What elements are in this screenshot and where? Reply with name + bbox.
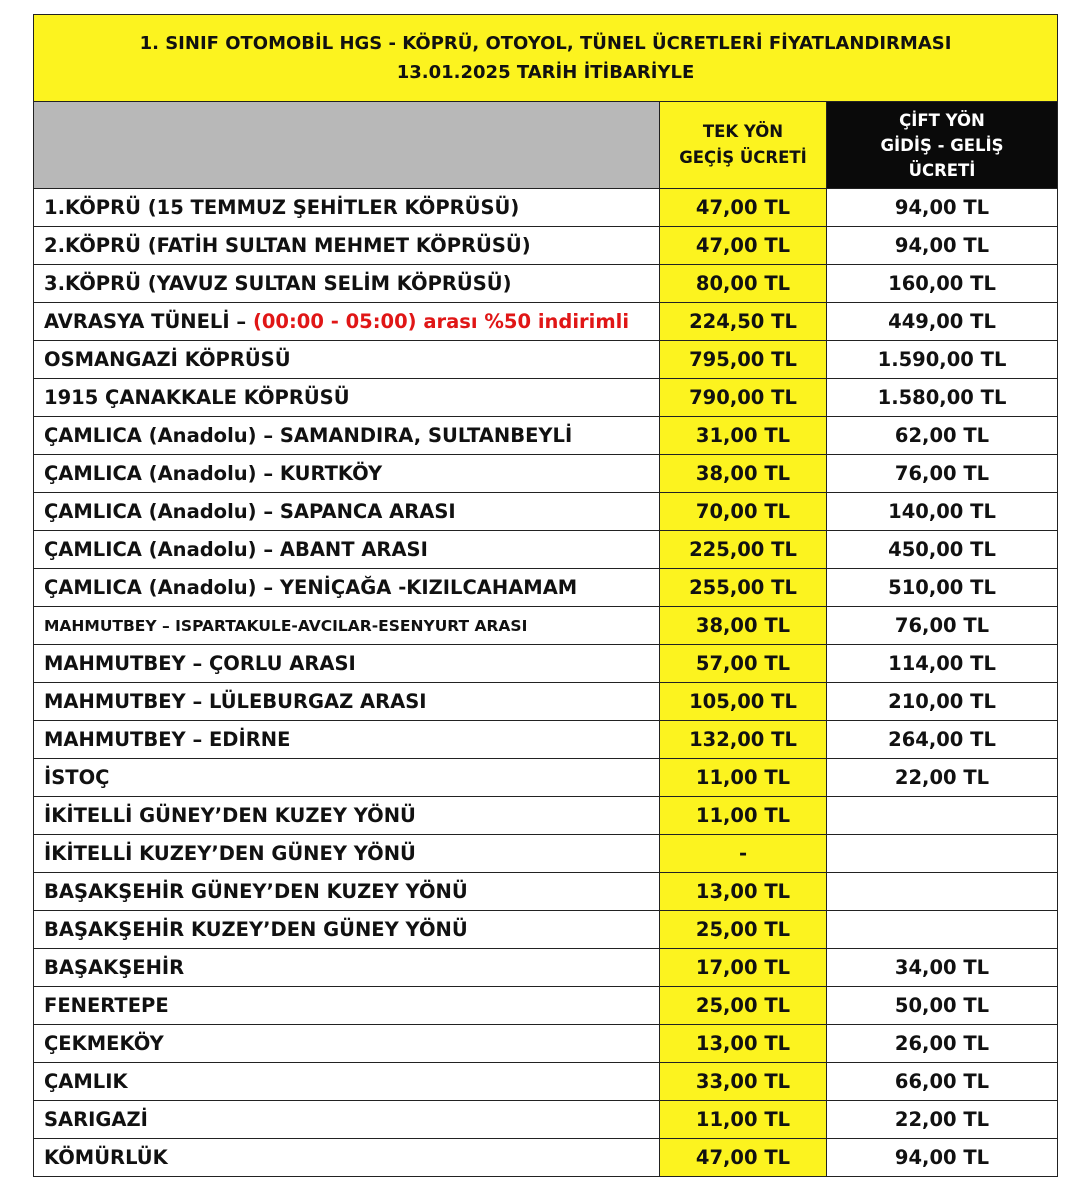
table-row xyxy=(34,417,1058,455)
table-row xyxy=(34,1139,1058,1177)
round-trip-price: 264,00 TL xyxy=(827,721,1058,759)
title-line-2: 13.01.2025 TARİH İTİBARİYLE xyxy=(396,62,695,83)
round-trip-price: 1.580,00 TL xyxy=(827,379,1058,417)
one-way-price: 105,00 TL xyxy=(660,683,827,721)
one-way-price: 790,00 TL xyxy=(660,379,827,417)
route-name: OSMANGAZİ KÖPRÜSÜ xyxy=(44,348,291,371)
route-name-cell xyxy=(34,303,660,341)
header-blank-cell xyxy=(34,102,660,189)
route-name-cell xyxy=(34,1063,660,1101)
route-name: FENERTEPE xyxy=(44,994,169,1017)
round-trip-price: 94,00 TL xyxy=(827,227,1058,265)
route-name-cell xyxy=(34,759,660,797)
round-trip-price xyxy=(827,911,1058,949)
route-name: ÇAMLICA (Anadolu) – ABANT ARASI xyxy=(44,538,428,561)
route-name: MAHMUTBEY – EDİRNE xyxy=(44,728,291,751)
one-way-price: 13,00 TL xyxy=(660,873,827,911)
one-way-price: 11,00 TL xyxy=(660,797,827,835)
round-trip-price: 1.590,00 TL xyxy=(827,341,1058,379)
table-row xyxy=(34,189,1058,227)
route-name-cell xyxy=(34,1101,660,1139)
route-name: İKİTELLİ GÜNEY’DEN KUZEY YÖNÜ xyxy=(44,804,416,827)
route-name: ÇAMLICA (Anadolu) – KURTKÖY xyxy=(44,462,383,485)
one-way-price: 25,00 TL xyxy=(660,987,827,1025)
route-name: BAŞAKŞEHİR GÜNEY’DEN KUZEY YÖNÜ xyxy=(44,880,468,903)
one-way-price: 47,00 TL xyxy=(660,189,827,227)
title-line-1: 1. SINIF OTOMOBİL HGS - KÖPRÜ, OTOYOL, TÜNEL ÜCRETLERİ FİYATLANDIRMASI xyxy=(139,33,952,54)
round-trip-price: 449,00 TL xyxy=(827,303,1058,341)
table-row xyxy=(34,797,1058,835)
table-row xyxy=(34,873,1058,911)
round-trip-price: 76,00 TL xyxy=(827,455,1058,493)
one-way-price: 47,00 TL xyxy=(660,1139,827,1177)
table-row xyxy=(34,645,1058,683)
route-name-cell xyxy=(34,1025,660,1063)
route-name: MAHMUTBEY – ÇORLU ARASI xyxy=(44,652,356,675)
route-name: 2.KÖPRÜ (FATİH SULTAN MEHMET KÖPRÜSÜ) xyxy=(44,234,531,257)
header-round-trip xyxy=(827,102,1058,189)
table-row xyxy=(34,721,1058,759)
route-name: KÖMÜRLÜK xyxy=(44,1146,168,1169)
route-name: ÇAMLICA (Anadolu) – SAPANCA ARASI xyxy=(44,500,456,523)
route-name-cell xyxy=(34,569,660,607)
one-way-price: 25,00 TL xyxy=(660,911,827,949)
one-way-price: 255,00 TL xyxy=(660,569,827,607)
table-row xyxy=(34,379,1058,417)
title-banner xyxy=(34,15,1058,102)
table-row xyxy=(34,1025,1058,1063)
header-round-trip-line-2: GİDİŞ - GELİŞ xyxy=(880,135,1004,155)
round-trip-price: 114,00 TL xyxy=(827,645,1058,683)
header-one-way-line-1: TEK YÖN xyxy=(702,122,784,141)
header-one-way xyxy=(660,102,827,189)
route-name-cell xyxy=(34,1139,660,1177)
route-name-cell xyxy=(34,683,660,721)
route-name: AVRASYA TÜNELİ – xyxy=(44,310,253,333)
table-row xyxy=(34,227,1058,265)
one-way-price: 13,00 TL xyxy=(660,1025,827,1063)
route-name-cell xyxy=(34,531,660,569)
one-way-price: 70,00 TL xyxy=(660,493,827,531)
one-way-price: 33,00 TL xyxy=(660,1063,827,1101)
table-row xyxy=(34,493,1058,531)
round-trip-price xyxy=(827,873,1058,911)
table-row xyxy=(34,683,1058,721)
table-row xyxy=(34,569,1058,607)
route-name: SARIGAZİ xyxy=(44,1108,148,1131)
one-way-price: 80,00 TL xyxy=(660,265,827,303)
column-header-row xyxy=(34,102,1058,189)
route-name-cell xyxy=(34,265,660,303)
route-name-cell xyxy=(34,797,660,835)
round-trip-price: 22,00 TL xyxy=(827,759,1058,797)
price-rows xyxy=(34,189,1058,1177)
route-name-cell xyxy=(34,607,660,645)
table-row xyxy=(34,455,1058,493)
route-name: ÇEKMEKÖY xyxy=(44,1032,164,1055)
round-trip-price: 94,00 TL xyxy=(827,189,1058,227)
table-row xyxy=(34,265,1058,303)
table-row xyxy=(34,987,1058,1025)
one-way-price: 31,00 TL xyxy=(660,417,827,455)
round-trip-price: 94,00 TL xyxy=(827,1139,1058,1177)
header-round-trip-line-1: ÇİFT YÖN xyxy=(899,110,985,130)
one-way-price: 224,50 TL xyxy=(660,303,827,341)
round-trip-price: 62,00 TL xyxy=(827,417,1058,455)
route-name-cell xyxy=(34,645,660,683)
one-way-price: 57,00 TL xyxy=(660,645,827,683)
one-way-price: - xyxy=(660,835,827,873)
round-trip-price xyxy=(827,797,1058,835)
route-name: 1.KÖPRÜ (15 TEMMUZ ŞEHİTLER KÖPRÜSÜ) xyxy=(44,196,520,219)
route-name: İKİTELLİ KUZEY’DEN GÜNEY YÖNÜ xyxy=(44,842,416,865)
route-name-cell xyxy=(34,455,660,493)
discount-note: (00:00 - 05:00) arası %50 indirimli xyxy=(252,310,630,333)
round-trip-price: 450,00 TL xyxy=(827,531,1058,569)
round-trip-price: 160,00 TL xyxy=(827,265,1058,303)
route-name-cell xyxy=(34,493,660,531)
route-name-cell xyxy=(34,417,660,455)
round-trip-price: 22,00 TL xyxy=(827,1101,1058,1139)
one-way-price: 38,00 TL xyxy=(660,607,827,645)
one-way-price: 17,00 TL xyxy=(660,949,827,987)
one-way-price: 132,00 TL xyxy=(660,721,827,759)
table-row xyxy=(34,531,1058,569)
route-name-cell xyxy=(34,987,660,1025)
one-way-price: 11,00 TL xyxy=(660,759,827,797)
toll-price-sheet xyxy=(33,14,1057,1177)
round-trip-price: 510,00 TL xyxy=(827,569,1058,607)
route-name-cell xyxy=(34,911,660,949)
table-row xyxy=(34,607,1058,645)
header-round-trip-line-3: ÜCRETİ xyxy=(908,160,976,180)
route-name: ÇAMLICA (Anadolu) – YENİÇAĞA -KIZILCAHAMAM xyxy=(44,576,578,599)
one-way-price: 225,00 TL xyxy=(660,531,827,569)
round-trip-price: 34,00 TL xyxy=(827,949,1058,987)
one-way-price: 47,00 TL xyxy=(660,227,827,265)
round-trip-price: 50,00 TL xyxy=(827,987,1058,1025)
route-name-cell xyxy=(34,227,660,265)
table-row xyxy=(34,759,1058,797)
table-row xyxy=(34,1063,1058,1101)
table-row xyxy=(34,949,1058,987)
round-trip-price: 210,00 TL xyxy=(827,683,1058,721)
route-name: ÇAMLICA (Anadolu) – SAMANDIRA, SULTANBEYLİ xyxy=(44,424,573,447)
route-name-cell xyxy=(34,189,660,227)
route-name-cell xyxy=(34,341,660,379)
route-name: BAŞAKŞEHİR xyxy=(44,956,185,979)
round-trip-price: 140,00 TL xyxy=(827,493,1058,531)
header-one-way-line-2: GEÇİŞ ÜCRETİ xyxy=(679,148,807,167)
one-way-price: 11,00 TL xyxy=(660,1101,827,1139)
route-name: ÇAMLIK xyxy=(44,1070,128,1093)
table-row xyxy=(34,303,1058,341)
route-name: İSTOÇ xyxy=(44,766,110,789)
table-row xyxy=(34,1101,1058,1139)
route-name-cell xyxy=(34,379,660,417)
route-name-cell xyxy=(34,721,660,759)
route-name: MAHMUTBEY – ISPARTAKULE-AVCILAR-ESENYURT ARASI xyxy=(44,616,528,635)
route-name: 3.KÖPRÜ (YAVUZ SULTAN SELİM KÖPRÜSÜ) xyxy=(44,272,512,295)
route-name: 1915 ÇANAKKALE KÖPRÜSÜ xyxy=(44,386,350,409)
table-row xyxy=(34,341,1058,379)
route-name: BAŞAKŞEHİR KUZEY’DEN GÜNEY YÖNÜ xyxy=(44,918,468,941)
toll-price-table xyxy=(33,14,1058,1177)
route-name-cell xyxy=(34,873,660,911)
round-trip-price xyxy=(827,835,1058,873)
title-row xyxy=(34,15,1058,102)
route-name-cell xyxy=(34,949,660,987)
one-way-price: 795,00 TL xyxy=(660,341,827,379)
round-trip-price: 66,00 TL xyxy=(827,1063,1058,1101)
one-way-price: 38,00 TL xyxy=(660,455,827,493)
round-trip-price: 76,00 TL xyxy=(827,607,1058,645)
route-name-cell xyxy=(34,835,660,873)
table-row xyxy=(34,911,1058,949)
table-row xyxy=(34,835,1058,873)
round-trip-price: 26,00 TL xyxy=(827,1025,1058,1063)
route-name: MAHMUTBEY – LÜLEBURGAZ ARASI xyxy=(44,690,427,713)
